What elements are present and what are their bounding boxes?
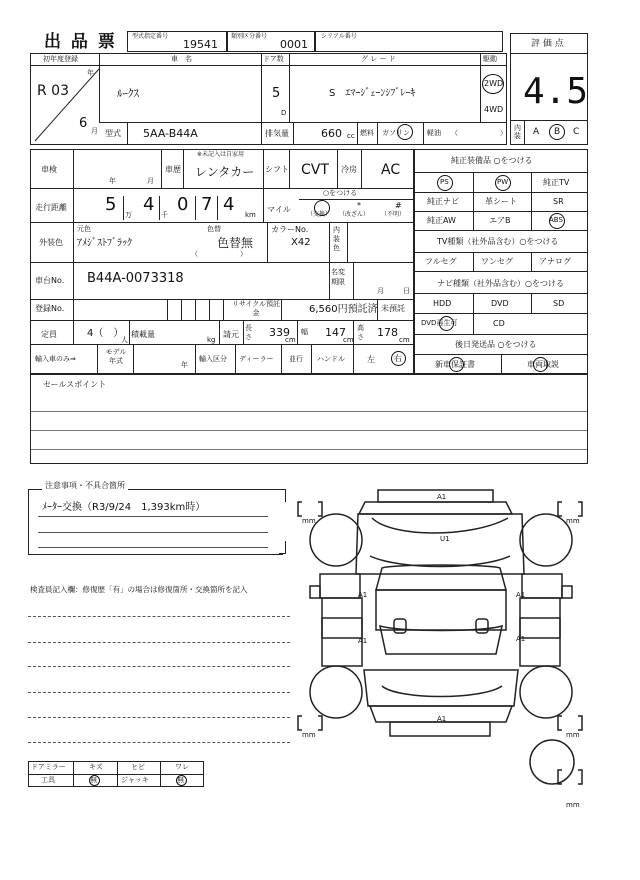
mm-label: mm: [566, 801, 580, 809]
inspector-label: 検査員記入欄：修復歴「有」の場合は修復箇所・交換箇所を記入: [30, 585, 248, 594]
mm-label: mm: [566, 517, 580, 525]
recycle-value: 6,560円預託済: [309, 304, 378, 315]
color-value: 色替無: [217, 236, 254, 250]
displacement-value: 660: [321, 127, 342, 140]
serial-box: シリアル番号: [315, 31, 503, 52]
capacity-value: 4（ ）: [87, 328, 124, 339]
page-title: 出 品 票: [44, 32, 117, 52]
width-value: 147: [325, 326, 346, 339]
notes-line1: ﾒｰﾀｰ交換（R3/9/24 1,393km時）: [42, 502, 206, 513]
door-value: 5: [272, 86, 281, 101]
mileage-digit-5: 4: [223, 194, 235, 215]
diagram-left-front-door-mark: A1: [358, 591, 368, 599]
shift-value: CVT: [301, 162, 329, 178]
details-box: 車検 年 月 車歴 ※未記入は自家用 レンタカー シフト CVT 冷房 AC 走行距離 5 万 4 千 0 7 4 km マイル ○をつける （交換） * （改ざん） # （不明） 外装色 元色 ｱﾒｼﾞｽﾄﾌﾞﾗｯｸ 色替 色替無 （ ） カラーNo. X42 内装色 車台No. B44A-0073318 名変期限 月 日 登録No. リサイクル預託金 6,560円預託済 未預託 定員 4（ ） 人 積載量 kg 請元 長さ 339 cm 幅 147 cm 高さ 178 cm 輸入車のみ⇒ モデル年式 年 輸入区分 ディーラー 並行 ハンドル 左 右: [30, 149, 414, 374]
interior-c: C: [573, 127, 580, 137]
score-label: 評 価 点: [531, 39, 564, 49]
diagram-left-rear-door-mark: A1: [358, 637, 368, 645]
chassis-value: B44A-0073318: [87, 271, 184, 286]
diagram-right-front-door-mark: A1: [516, 591, 526, 599]
mm-label: mm: [302, 731, 316, 739]
model-value: 5AA-B44A: [143, 127, 198, 140]
score-box: 評 価 点 4.5 内装 A B C: [510, 33, 588, 145]
mileage-digit-1: 5: [105, 194, 117, 215]
diagram-front-mark: A1: [437, 493, 447, 501]
notes-title: 注意事項・不具合箇所: [42, 482, 128, 490]
era-value: R 03: [37, 83, 69, 99]
equipment-box: 純正装備品 ○をつける PS PW 純正TV 純正ナビ 革シート SR 純正AW エアB ABS TV種類（社外品含む）○をつける フルセグ ワンセグ アナログ ナビ種類（社外品含む）○をつける HDD DVD SD DVD再生可 CD 後日発送品 ○をつける 新車保証書 車両取説: [414, 149, 588, 374]
mileage-digit-2: 4: [143, 194, 155, 215]
height-value: 178: [377, 326, 398, 339]
diagram-roof-mark: U1: [440, 535, 450, 543]
mm-label: mm: [302, 517, 316, 525]
history-value: レンタカー: [195, 165, 255, 179]
diagram-right-rear-door-mark: A1: [516, 635, 526, 643]
interior-b: B: [554, 127, 561, 137]
notes-bracket: [28, 489, 283, 555]
sales-points-label: セールスポイント: [43, 380, 107, 389]
diagram-rear-mark: A1: [437, 715, 447, 723]
color-no-value: X42: [291, 237, 311, 248]
grade-value: S ｴﾏｰｼﾞｪｰﾝｼﾌﾞﾚｰｷ: [329, 88, 416, 99]
category-box: 類別区分番号 0001: [227, 31, 315, 52]
sales-points-box: [30, 374, 588, 464]
legend-table: ドアミラー キズ ヒビ ワレ 工具 無 ジャッキ 無: [28, 761, 204, 787]
mileage-digit-4: 7: [201, 194, 213, 215]
interior-a: A: [533, 127, 540, 137]
score-value: 4.5: [523, 71, 589, 112]
original-color-value: ｱﾒｼﾞｽﾄﾌﾞﾗｯｸ: [77, 238, 132, 249]
vehicle-info-box: 初年度登録 車 名 ドア数 グ レ ー ド 駆動 R 03 年 6 月 ﾙｰｸｽ 5 D S ｴﾏｰｼﾞｪｰﾝｼﾌﾞﾚｰｷ 2WD 4WD 型式 5AA-B44A 排気量 660 cc 燃料 ガソリン 軽油 （ ）: [30, 53, 507, 145]
month-value: 6: [79, 116, 88, 131]
mm-label: mm: [566, 731, 580, 739]
ac-value: AC: [381, 162, 401, 178]
car-damage-diagram: [290, 474, 610, 814]
car-name: ﾙｰｸｽ: [117, 87, 139, 100]
model-designation-box: 型式指定番号 19541: [127, 31, 227, 52]
mileage-digit-3: 0: [177, 194, 189, 215]
length-value: 339: [269, 326, 290, 339]
